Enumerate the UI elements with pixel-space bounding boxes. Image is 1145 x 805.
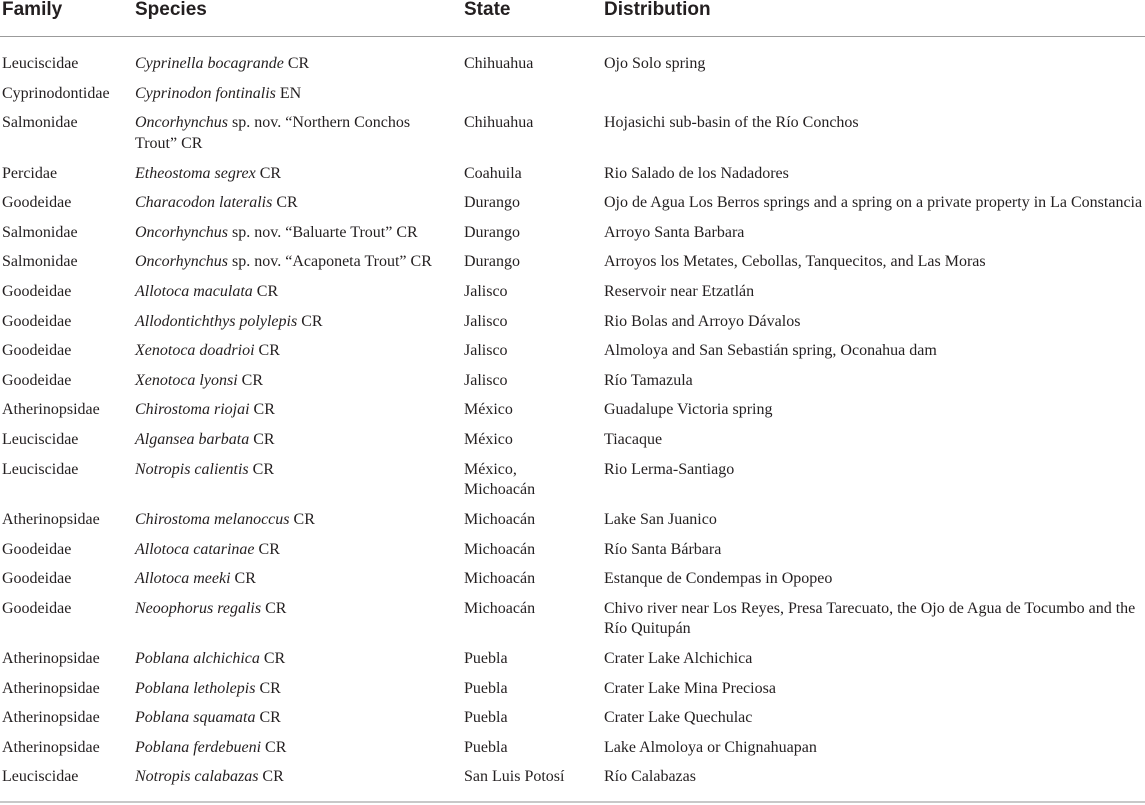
species-name: Allotoca catarinae [135,540,255,558]
family-cell: Goodeidae [2,194,72,212]
state-cell: Puebla [464,709,508,727]
distribution-cell: Rio Bolas and Arroyo Dávalos [604,312,801,330]
species-name: Allodontichthys polylepis [135,312,298,330]
distribution-cell: Río Santa Bárbara [604,540,722,558]
distribution-cell: Río Tamazula [604,371,693,389]
state-cell: Jalisco [464,312,508,330]
table-row [0,738,1145,768]
state-cell: Jalisco [464,282,508,300]
table-row [0,54,1145,84]
species-cell [135,649,455,670]
state-cell: Michoacán [464,510,536,528]
distribution-cell: Ojo Solo spring [604,55,706,72]
family-cell: Atherinopsidae [2,401,100,419]
family-cell: Atherinopsidae [2,738,100,756]
species-qualifier: sp. nov. “Northern Conchos Trout” CR [135,114,411,152]
species-name: Notropis calabazas [135,768,259,786]
species-cell [135,164,455,185]
status-badge: CR [253,430,275,448]
state-cell: Chihuahua [464,114,534,132]
table-row [0,341,1145,371]
distribution-cell: Lake San Juanico [604,510,717,528]
species-cell [135,460,455,481]
status-badge: CR [265,599,287,617]
state-cell: México [464,430,513,448]
family-cell: Percidae [2,164,58,182]
state-cell: Puebla [464,679,508,697]
family-cell: Salmonidae [2,253,78,271]
state-cell: Coahuila [464,164,522,182]
state-cell: Chihuahua [464,55,534,72]
species-name: Chirostoma melanoccus [135,510,290,528]
species-cell [135,84,455,105]
status-badge: EN [279,84,302,102]
distribution-cell: Almoloya and San Sebastián spring, Oconahua dam [604,342,937,360]
state-cell: México, Michoacán [464,460,536,499]
family-cell: Goodeidae [2,312,72,330]
species-cell [135,400,455,421]
table-row [0,193,1145,223]
state-cell: Jalisco [464,342,508,360]
status-badge: CR [287,55,310,72]
header-species: Species [135,0,207,20]
table-row [0,460,1145,510]
species-name: Cyprinodon fontinalis [135,84,276,102]
species-name: Oncorhynchus [135,223,229,241]
family-cell: Leuciscidae [2,460,79,478]
state-cell: Durango [464,253,520,271]
state-cell: Michoacán [464,599,536,617]
species-name: Algansea barbata [135,430,250,448]
species-name: Xenotoca lyonsi [135,371,238,389]
status-badge: CR [253,401,275,419]
species-name: Poblana alchichica [135,650,260,668]
family-cell: Goodeidae [2,371,72,389]
state-cell: Durango [464,194,520,212]
species-name: Oncorhynchus [135,253,229,271]
species-cell [135,193,455,214]
table-row [0,569,1145,599]
species-name: Allotoca meeki [135,570,231,588]
table-row [0,430,1145,460]
status-badge: CR [276,194,298,212]
species-cell [135,708,455,729]
family-cell: Leuciscidae [2,55,79,72]
family-cell: Atherinopsidae [2,650,100,668]
family-cell: Salmonidae [2,114,78,132]
species-qualifier: sp. nov. “Acaponeta Trout” CR [232,253,432,271]
table-row [0,282,1145,312]
species-cell [135,569,455,590]
state-cell: Michoacán [464,570,536,588]
table-row [0,510,1145,540]
species-name: Oncorhynchus [135,114,229,132]
species-cell [135,312,455,333]
species-name: Etheostoma segrex [135,164,256,182]
status-badge: CR [252,460,274,478]
species-cell [135,767,455,788]
distribution-cell: Tiacaque [604,430,663,448]
table-row [0,223,1145,253]
table-row [0,84,1145,114]
species-cell [135,223,455,244]
species-cell [135,54,455,75]
distribution-cell: Hojasichi sub-basin of the Río Conchos [604,114,859,132]
distribution-cell: Arroyo Santa Barbara [604,223,745,241]
species-name: Notropis calientis [135,460,249,478]
distribution-cell: Guadalupe Victoria spring [604,401,773,419]
distribution-cell: Reservoir near Etzatlán [604,282,755,300]
species-cell [135,113,435,154]
status-badge: CR [234,570,256,588]
table-bottom-rule [0,801,1145,803]
distribution-cell: Rio Lerma-Santiago [604,460,735,478]
family-cell: Goodeidae [2,540,72,558]
header-family: Family [2,0,63,20]
status-badge: CR [301,312,323,330]
species-cell [135,540,455,561]
species-cell [135,282,455,303]
family-cell: Goodeidae [2,282,72,300]
distribution-cell: Arroyos los Metates, Cebollas, Tanquecitos, and Las Moras [604,253,986,271]
distribution-cell: Ojo de Agua Los Berros springs and a spring on a private property in La Constancia [604,194,1143,212]
species-name: Cyprinella bocagrande [135,55,284,72]
state-cell: México [464,401,513,419]
distribution-cell: Crater Lake Mina Preciosa [604,679,776,697]
species-cell [135,679,455,700]
table-row [0,767,1145,797]
species-cell [135,371,455,392]
state-cell: Puebla [464,650,508,668]
family-cell: Atherinopsidae [2,510,100,528]
table-row [0,679,1145,709]
state-cell: Michoacán [464,540,536,558]
distribution-cell: Crater Lake Quechulac [604,709,753,727]
species-name: Poblana ferdebueni [135,738,262,756]
header-distribution: Distribution [604,0,711,20]
species-name: Chirostoma riojai [135,401,250,419]
species-cell [135,738,455,759]
family-cell: Salmonidae [2,223,78,241]
distribution-cell: Crater Lake Alchichica [604,650,753,668]
status-badge: CR [259,709,281,727]
table-row [0,540,1145,570]
table-row [0,252,1145,282]
status-badge: CR [265,738,287,756]
distribution-cell: Rio Salado de los Nadadores [604,164,789,182]
species-cell [135,252,455,273]
table-header [0,0,1145,37]
state-cell: Jalisco [464,371,508,389]
species-cell [135,510,455,531]
distribution-cell: Chivo river near Los Reyes, Presa Tarecuato, the Ojo de Agua de Tocumbo and the Río Quitupán [604,599,1136,638]
species-cell [135,341,455,362]
distribution-cell: Lake Almoloya or Chignahuapan [604,738,817,756]
table-row [0,649,1145,679]
table-row [0,599,1145,649]
status-badge: CR [259,679,281,697]
species-qualifier: sp. nov. “Baluarte Trout” CR [232,223,418,241]
table-row [0,371,1145,401]
status-badge: CR [258,540,280,558]
table-row [0,708,1145,738]
species-name: Xenotoca doadrioi [135,342,255,360]
status-badge: CR [262,768,284,786]
state-cell: Durango [464,223,520,241]
status-badge: CR [293,510,315,528]
distribution-cell: Río Calabazas [604,768,696,786]
status-badge: CR [258,342,280,360]
family-cell: Goodeidae [2,599,72,617]
distribution-cell: Estanque de Condempas in Opopeo [604,570,833,588]
status-badge: CR [241,371,263,389]
species-name: Characodon lateralis [135,194,273,212]
family-cell: Atherinopsidae [2,709,100,727]
table-row [0,400,1145,430]
table-row [0,312,1145,342]
species-cell [135,599,455,620]
family-cell: Leuciscidae [2,430,79,448]
state-cell: Puebla [464,738,508,756]
state-cell: San Luis Potosí [464,768,565,786]
species-name: Allotoca maculata [135,282,253,300]
status-badge: CR [256,282,279,300]
species-name: Poblana squamata [135,709,256,727]
table-row [0,164,1145,194]
family-cell: Goodeidae [2,342,72,360]
header-state: State [464,0,511,20]
family-cell: Goodeidae [2,570,72,588]
family-cell: Atherinopsidae [2,679,100,697]
family-cell: Cyprinodontidae [2,84,110,102]
species-cell [135,430,455,451]
table-row [0,113,1145,163]
family-cell: Leuciscidae [2,768,79,786]
status-badge: CR [259,164,282,182]
table-body [0,54,1145,797]
species-name: Poblana letholepis [135,679,256,697]
status-badge: CR [263,650,286,668]
species-name: Neoophorus regalis [135,599,262,617]
